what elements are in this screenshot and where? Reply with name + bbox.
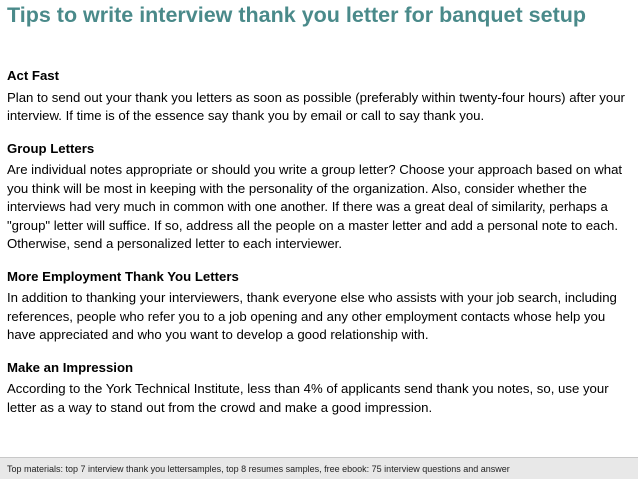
- section-act-fast: [7, 67, 633, 126]
- section-more-employment: [7, 268, 633, 345]
- page-title: Tips to write interview thank you letter for banquet setup: [7, 3, 586, 27]
- section-make-impression: [7, 359, 633, 418]
- section-body: According to the York Technical Institute, less than 4% of applicants send thank you notes, so, use your letter as a way to stand out from the crowd and make a good impression.: [7, 381, 609, 415]
- section-body: In addition to thanking your interviewers, thank everyone else who assists with your job search, including references, people who refer you to a job opening and any other employment contacts whose help you have appreciated and who you want to develop a good relationship with.: [7, 290, 617, 342]
- section-heading: Group Letters: [7, 140, 95, 156]
- section-heading: More Employment Thank You Letters: [7, 268, 239, 284]
- section-body: Are individual notes appropriate or should you write a group letter? Choose your approach based on what you think will be most in keeping with the personality of the organization. Also, consider whether the interviews had very much in common with one another. If there was a great deal of similarity, perhaps a "group" letter will suffice. If so, address all the people on a master letter and add a personal note to each. Otherwise, send a personalized letter to each interviewer.: [7, 162, 623, 251]
- footer-bar: [0, 457, 638, 479]
- content-area: [7, 67, 633, 431]
- section-heading: Make an Impression: [7, 359, 134, 375]
- section-heading: Act Fast: [7, 68, 60, 83]
- section-group-letters: [7, 140, 633, 254]
- section-body: Plan to send out your thank you letters as soon as possible (preferably within twenty-four hours) after your interview. If time is of the essence say thank you by email or call to say thank you.: [7, 89, 625, 123]
- footer-text: Top materials: top 7 interview thank you lettersamples, top 8 resumes samples, free ebook: 75 interview questions and answer: [7, 464, 510, 474]
